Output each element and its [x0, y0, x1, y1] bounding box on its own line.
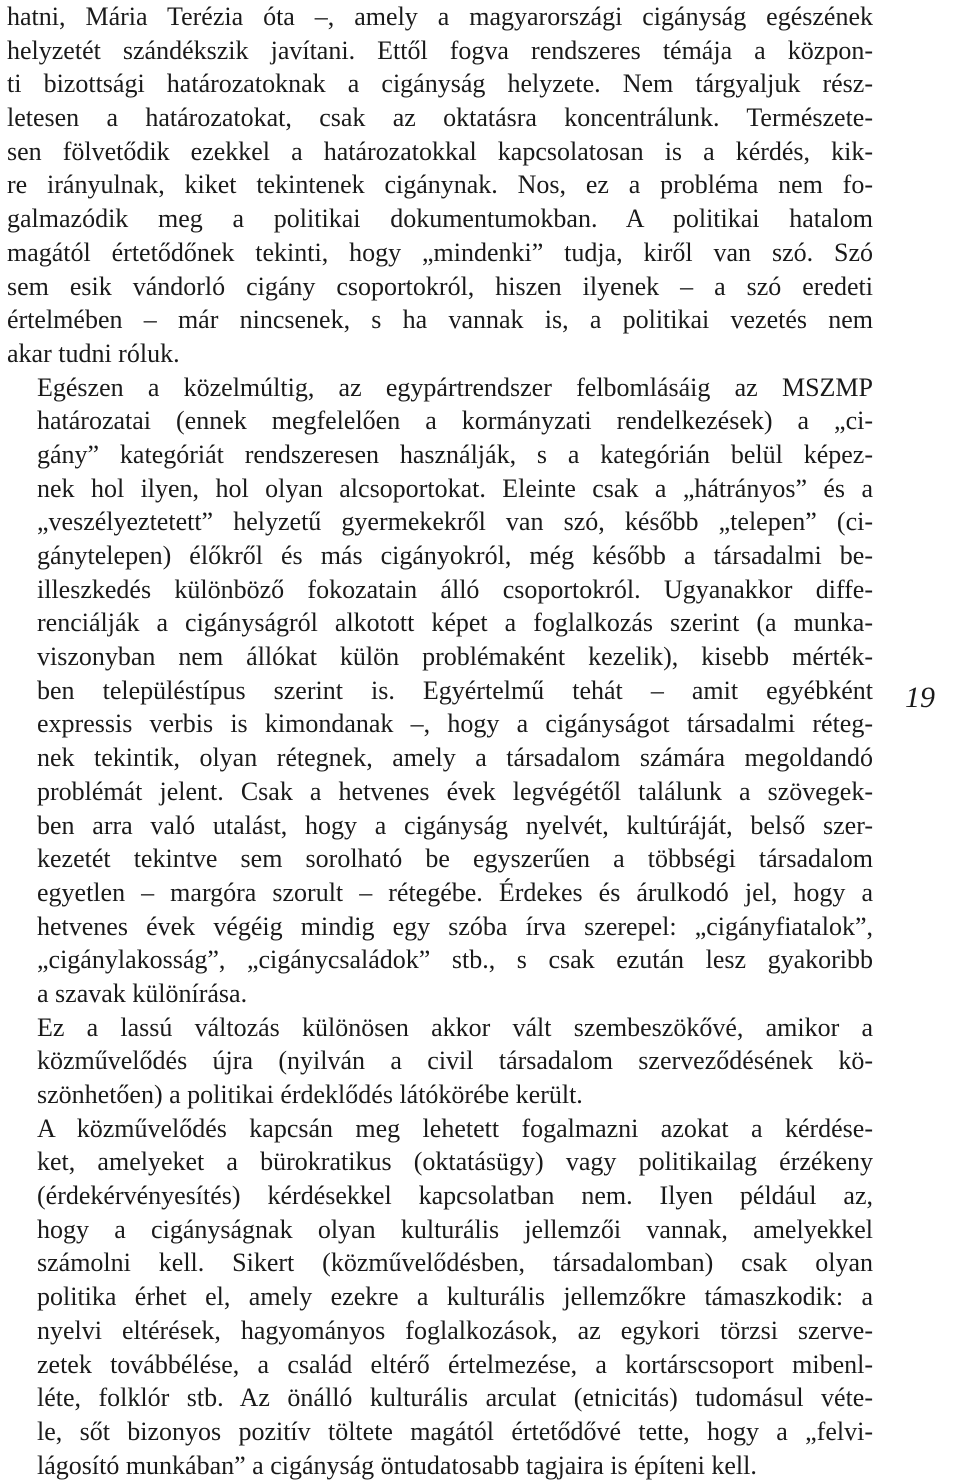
- text-line: ket, amelyeket a bürokratikus (oktatásügy) vagy politikailag érzékeny: [37, 1147, 873, 1177]
- text-line: ben településtípus szerint is. Egyértelmű tehát – amit egyébként: [37, 675, 873, 705]
- text-line: egyetlen – margóra szorult – rétegébe. Érdekes és árulkodó jel, hogy a: [37, 877, 873, 907]
- text-line: számolni kell. Sikert (közművelődésben, társadalomban) csak olyan: [37, 1248, 873, 1278]
- text-line: le, sőt bizonyos pozitív töltete magától értetődővé tette, hogy a „felvi-: [37, 1416, 873, 1446]
- text-line: zetek továbbélése, a család eltérő értelmezése, a kortárscsoport mibenl-: [37, 1349, 873, 1379]
- text-line: sem esik vándorló cigány csoportokról, hiszen ilyenek – a szó eredeti: [7, 271, 873, 301]
- text-line: gány” kategóriát rendszeresen használják, s a kategórián belül képez-: [37, 439, 873, 469]
- text-line: hatni, Mária Terézia óta –, amely a magyarországi cigányság egészének: [7, 2, 873, 31]
- text-line: Ez a lassú változás különösen akkor vált szembeszökővé, amikor a: [37, 1012, 873, 1042]
- text-line: ti bizottsági határozatoknak a cigányság helyzete. Nem tárgyaljuk rész-: [7, 69, 873, 99]
- text-line: galmazódik meg a politikai dokumentumokban. A politikai hatalom: [7, 204, 873, 234]
- text-line: határozatai (ennek megfelelően a kormányzati rendelkezések) a „ci-: [37, 406, 873, 436]
- text-line: magától értetődőnek tekinti, hogy „mindenki” tudja, kiről van szó. Szó: [7, 237, 873, 267]
- text-line: „veszélyeztetett” helyzetű gyermekekről van szó, később „telepen” (ci-: [37, 507, 873, 537]
- text-line: közművelődés újra (nyilván a civil társadalom szerveződésének kö-: [37, 1046, 873, 1076]
- paragraph: [7, 1112, 873, 1483]
- text-line: letesen a határozatokat, csak az oktatásra koncentrálunk. Természete-: [7, 103, 873, 133]
- text-line: „cigánylakosság”, „cigánycsaládok” stb., s csak ezután lesz gyakoribb: [37, 945, 873, 975]
- text-line: nek tekintik, olyan rétegnek, amely a társadalom számára megoldandó: [37, 743, 873, 773]
- text-line: re irányulnak, kiket tekintenek cigánynak. Nos, ez a probléma nem fo-: [7, 170, 873, 200]
- text-line: sen fölvetődik ezekkel a határozatokkal kapcsolatosan is a kérdés, kik-: [7, 136, 873, 166]
- text-line: problémát jelent. Csak a hetvenes évek legvégétől találunk a szövegek-: [37, 776, 873, 806]
- text-line: értelmében – már nincsenek, s ha vannak is, a politikai vezetés nem: [7, 305, 873, 335]
- text-line: lágosító munkában” a cigányság öntudatosabb tagjaira is építeni kell.: [37, 1450, 757, 1480]
- page-number: 19: [905, 681, 935, 714]
- text-line: politika érhet el, amely ezekre a kulturális jellemzőkre támaszkodik: a: [37, 1282, 873, 1312]
- paragraph: [7, 0, 873, 371]
- text-line: szönhetően) a politikai érdeklődés látókörébe került.: [37, 1080, 583, 1109]
- text-line: gánytelepen) élőkről és más cigányokról, még később a társadalmi be-: [37, 541, 873, 570]
- text-line: renciálják a cigányságról alkotott képet a foglalkozás szerint (a munka-: [37, 608, 873, 638]
- text-line: helyzetét szándékszik javítani. Ettől fogva rendszeres témája a közpon-: [7, 35, 873, 65]
- text-line: expressis verbis is kimondanak –, hogy a cigányságot társadalmi réteg-: [37, 709, 873, 739]
- text-line: léte, folklór stb. Az önálló kulturális arculat (etnicitás) tudomásul véte-: [37, 1383, 873, 1413]
- paragraph: [7, 371, 873, 1011]
- text-line: viszonyban nem állókat külön problémaként kezelik), kisebb mérték-: [37, 642, 873, 672]
- text-line: hogy a cigányságnak olyan kulturális jellemzői vannak, amelyekkel: [37, 1214, 873, 1244]
- text-line: ben arra való utalást, hogy a cigányság nyelvét, kultúráját, belső szer-: [37, 810, 873, 840]
- body-text: [7, 0, 873, 1482]
- text-line: hetvenes évek végéig mindig egy szóba írva szerepel: „cigányfiatalok”,: [37, 911, 873, 941]
- text-line: kezetét tekintve sem sorolható be egyszerűen a többségi társadalom: [37, 844, 873, 874]
- text-line: Egészen a közelmúltig, az egypártrendszer felbomlásáig az MSZMP: [37, 372, 873, 402]
- text-line: illeszkedés különböző fokozatain álló csoportokról. Ugyanakkor diffe-: [37, 574, 873, 604]
- text-line: (érdekérvényesítés) kérdésekkel kapcsolatban nem. Ilyen például az,: [37, 1181, 873, 1211]
- paragraph: [7, 1011, 873, 1112]
- text-line: nyelvi eltérések, hagyományos foglalkozások, az egykori törzsi szerve-: [37, 1315, 873, 1345]
- text-line: nek hol ilyen, hol olyan alcsoportokat. Eleinte csak a „hátrányos” és a: [37, 473, 873, 503]
- text-line: akar tudni róluk.: [7, 338, 180, 368]
- text-line: A közművelődés kapcsán meg lehetett fogalmazni azokat a kérdése-: [37, 1113, 873, 1143]
- text-line: a szavak különírása.: [37, 978, 248, 1008]
